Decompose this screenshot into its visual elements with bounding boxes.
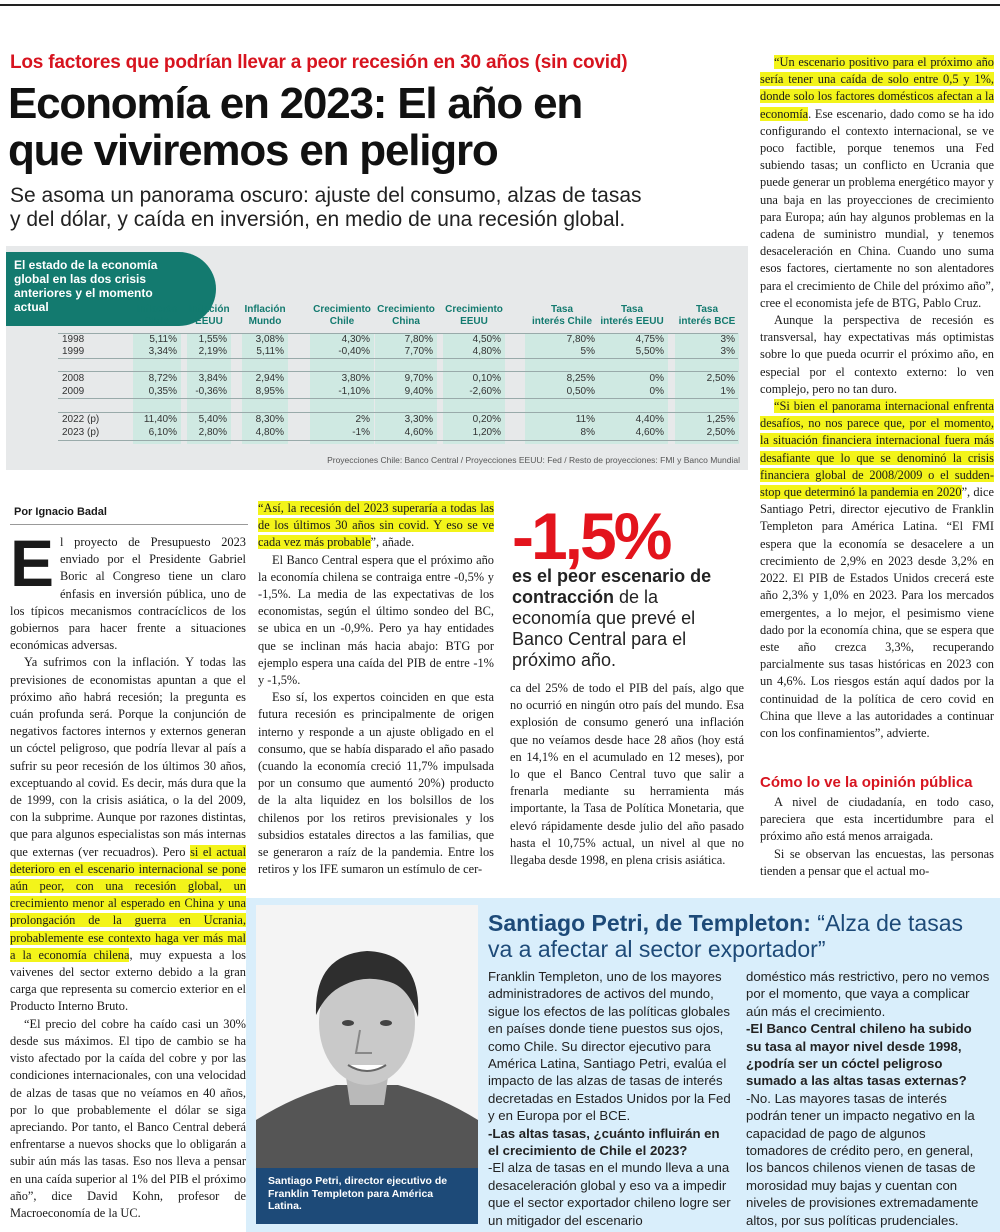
byline-rule — [10, 524, 248, 525]
table-cell: 2,50% — [706, 373, 735, 384]
table-row — [58, 427, 738, 439]
table-header-line: Mundo — [248, 316, 282, 327]
table-year: 2008 — [62, 373, 85, 384]
col3-paragraph-1: ca del 25% de todo el PIB del país, algo que no ocurrió en ningún otro país del mundo. Esa explosión de consumo generó una inflación que no veíamos desde hace 28 años (hoy está en 14,1% en el acumulado en 12 meses), por lo que el Banco Central tuvo que salir a frenarla mediante su herramienta más importante, la Tasa de Política Monetaria, que elevó rápidamente desde julio del año pasado hasta el 10,75% actual, un nivel al que no llegaba desde 1998, en plena crisis asiática. — [510, 681, 744, 868]
table-row — [58, 414, 738, 426]
interview-answer-1: -El alza de tasas en el mundo lleva a una desaceleración global y eso va a impedir que el sector exportador chileno logre ser un mitigador del escenario — [488, 1160, 731, 1228]
table-rule — [58, 398, 738, 399]
portrait-photo — [256, 905, 478, 1170]
column-2 — [258, 500, 494, 878]
col1-paragraph-3: “El precio del cobre ha caído casi un 30% desde sus máximos. El tipo de cambio se ha visto afectado por la caída del cobre y por las condiciones internacionales, con una velocidad de alzas de tasas que no veíamos en 40 años, por lo que probablemente el dólar se siga apreciando. Por tanto, el Banco Central deberá enfrentarse a nuevos shocks que lo obligarán a subir aún más las tasas. Eso nos lleva a pensar en una caída superior al 1% del PIB el próximo año”, dice David Kohn, profesor de Macroeconomía de la UC. — [10, 1016, 246, 1220]
col4-highlight-1: “Un escenario positivo para el próximo año sería tener una caída de solo entre 0,5 y 1%, donde solo los factores domésticos afectan a la economía — [760, 55, 994, 121]
col4-paragraph-2: Aunque la perspectiva de recesión es transversal, hay expectativas más optimistas sobre lo que pueda ocurrir el próximo año, en especial por el contexto externo: lo ven complejo, pero no tan duro. — [760, 313, 994, 396]
col4-p1b: . Ese escenario, dado como se ha ido configurando el contexto internacional, se ve poco factible, porque tenemos una Fed subiendo tasas; un conflicto en Ucrania que puede generar un problema energético mayor y una baja en las proyecciones de crecimiento para Europa; aún hay algunos problemas en la cadena de suministro mundial, y tenemos desaceleración en China. Cuando uno suma esos factores, ciertamente no son alentadores para el crecimiento de Chile del próximo año”, cree el economista jefe de BTG, Pablo Cruz. — [760, 106, 994, 310]
headline-line-1: Economía en 2023: El año en — [8, 79, 583, 128]
table-title: El estado de la economía global en las dos crisis anteriores y el momento actual — [14, 258, 158, 314]
table-cell: 4,80% — [472, 346, 501, 357]
table-cell: 7,70% — [404, 346, 433, 357]
table-cell: 8,25% — [566, 373, 595, 384]
col2-paragraph-3: Eso sí, los expertos coinciden en que esta futura recesión es principalmente de origen interno y responde a un ajuste obligado en el consumo, que se había disparado el año pasado (cuando la economía creció 11,7% impulsada por un consumo que aumentó 20%) producto de la alta liquidez en los bolsillos de los chilenos por los retiros previsionales y los subsidios estatales directos a las familias, que se generaron a raíz de la pandemia. Entre los retiros y los IFE sumaron un estímulo de cer- — [258, 690, 494, 877]
interview-title-rest: “Alza de tasas va a afectar al sector exportador” — [488, 910, 964, 962]
table-cell: 2% — [355, 414, 370, 425]
col1-highlight: si el actual deterioro en el escenario internacional se pone aún peor, con una recesión global, un crecimiento menor al esperado en China y una prolongación de la guerra en Ucrania, probablemente ese contexto haga ver más mal a la economía chilena — [10, 844, 247, 962]
table-header-line: EEUU — [460, 316, 488, 327]
col2-paragraph-2: El Banco Central espera que el próximo año la economía chilena se contraiga entre -0,5% y -1,5%. La media de las expectativas de los economistas, según el último sondeo del BC, se ubica en un -0,9%. Pero ya hay entidades que se inclinan más hacia abajo: BTG por ejemplo espera una caída del PIB de entre -1% y -1,5%. — [258, 552, 494, 688]
callout-rest: de la economía que prevé el Banco Central para el próximo año. — [512, 587, 696, 670]
table-cell: 3% — [720, 334, 735, 345]
col1-p2a: Ya sufrimos con la inflación. Y todas las previsiones de economistas apuntan a que el próximo año habrá recesión; la pregunta es cuán profunda será. Porque la conjunción de negativos factores internos y externos generan un cóctel peligroso, que podría llevar al país a sufrir su peor recesión de los últimos 30 años, exceptuando al covid. Es decir, más dura que la de 1999, con la crisis asiática, o la del 2009, con la subprime. Aunque por razones distintas, que para algunos especialistas son más internas que externas (ver recuadros). Pero — [10, 655, 246, 859]
col4-paragraph-4: A nivel de ciudadanía, en todo caso, pareciera que esta incertidumbre para el próximo año está menos arraigada. — [760, 795, 994, 844]
photo-caption: Santiago Petri, director ejecutivo de Franklin Templeton para América Latina. — [268, 1175, 448, 1212]
table-source: Proyecciones Chile: Banco Central / Proyecciones EEUU: Fed / Resto de proyecciones: FMI y Banco Mundial — [327, 455, 740, 465]
headline-line-2: que viviremos en peligro — [8, 126, 498, 175]
table-header-line: Inflación — [136, 304, 178, 315]
table-cell: 3,30% — [404, 414, 433, 425]
table-header-line: EEUU — [195, 316, 223, 327]
table-cell: 4,30% — [341, 334, 370, 345]
table-cell: 3,08% — [255, 334, 284, 345]
col4-paragraph-1 — [760, 54, 994, 312]
table-cell: 2,94% — [255, 373, 284, 384]
table-row — [58, 386, 738, 398]
table-header-line: interés BCE — [678, 316, 736, 327]
table-cell: 9,40% — [404, 386, 433, 397]
table-cell: 0% — [649, 373, 664, 384]
table-year: 2023 (p) — [62, 427, 100, 438]
table-cell: 2,19% — [198, 346, 227, 357]
table-cell: 2,80% — [198, 427, 227, 438]
table-cell: 3% — [720, 346, 735, 357]
table-cell: 8,72% — [148, 373, 177, 384]
table-cell: 9,70% — [404, 373, 433, 384]
table-header-line: Crecimiento — [313, 304, 371, 315]
interview-col-2 — [746, 968, 990, 1229]
table-header-line: Tasa — [695, 304, 719, 315]
kicker: Los factores que podrían llevar a peor recesión en 30 años (sin covid) — [10, 52, 628, 73]
col1-p1-text: l proyecto de Presupuesto 2023 enviado por el Presidente Gabriel Boric al Congreso tiene un claro énfasis en inversión pública, uno de los típicos mecanismos contracíclicos de los gobiernos para hacer frente a situaciones económicas adversas. — [10, 535, 246, 653]
interview-title-bold: Santiago Petri, de Templeton: — [488, 910, 811, 936]
table-cell: 5,11% — [256, 346, 284, 357]
table-year: 2009 — [62, 386, 85, 397]
table-cell: 6,10% — [148, 427, 177, 438]
standfirst — [10, 184, 750, 232]
table-header-line: interés Chile — [531, 316, 593, 327]
table-cell: 2,50% — [706, 427, 735, 438]
top-rule — [0, 4, 1000, 6]
table-cell: 4,40% — [635, 414, 664, 425]
col2-p1b: ”, añade. — [370, 535, 415, 550]
interview-col-1 — [488, 968, 732, 1229]
subhead-opinion: Cómo lo ve la opinión pública — [760, 774, 973, 791]
table-cell: 5,50% — [635, 346, 664, 357]
table-header-line: Tasa — [620, 304, 644, 315]
column-4 — [760, 54, 994, 742]
table-cell: 0,50% — [566, 386, 595, 397]
table-cell: 5,11% — [149, 334, 177, 345]
col4-paragraph-5: Si se observan las encuestas, las personas tienden a pensar que el actual mo- — [760, 846, 994, 878]
table-cell: 11,40% — [143, 414, 177, 425]
col4-p3b: ”, dice Santiago Petri, director ejecutivo de Franklin Templeton para América Latina. “El FMI espera que la economía se desacelere a un crecimiento de 2,9% en 2023 desde 3,2% en 2022. El PIB de Estados Unidos crecerá este año 2,3% y 1,0% en 2023. Para los mercados emergentes, a lo mejor, el pesimismo viene dado por la economía china, que se espera que este año crezca 3,3%, recuperando parcialmente sus tasas históricas en 2023 con un 4,6%. Los riesgos están aquí dados por la continuidad de la política de cero covid en China que lleve a las autoridades a continuar con los confinamientos”, advierte. — [760, 485, 994, 740]
table-rule — [58, 358, 738, 359]
table-year: 1999 — [62, 346, 85, 357]
table-row — [58, 334, 738, 346]
table-header-line: Crecimiento — [445, 304, 503, 315]
table-cell: 11% — [575, 414, 595, 425]
col2-highlight: “Así, la recesión del 2023 superaría a todas las de los últimos 30 años sin covid. Y eso se ve cada vez más probable — [258, 501, 494, 550]
table-cell: -1% — [352, 427, 370, 438]
table-header-line: Inflación — [188, 304, 230, 315]
table-cell: 0,10% — [472, 373, 501, 384]
table-cell: 8,95% — [255, 386, 284, 397]
portrait-illustration — [256, 905, 478, 1170]
headline — [8, 80, 748, 174]
table-cell: 0,20% — [472, 414, 501, 425]
table-cell: -0,36% — [195, 386, 227, 397]
table-cell: 1% — [720, 386, 735, 397]
table-year: 1998 — [62, 334, 85, 345]
table-cell: 4,75% — [635, 334, 664, 345]
table-cell: 0,35% — [148, 386, 177, 397]
interview-question-1: -Las altas tasas, ¿cuánto influirán en el crecimiento de Chile el 2023? — [488, 1125, 720, 1159]
table-cell: -2,60% — [469, 386, 501, 397]
table-header-line: interés EEUU — [600, 316, 664, 327]
table-header-line: Crecimiento — [377, 304, 435, 315]
table-cell: 7,80% — [566, 334, 595, 345]
column-3 — [510, 680, 744, 869]
table-header-line: Chile — [329, 316, 355, 327]
table-cell: 0% — [649, 386, 664, 397]
callout-text — [512, 566, 742, 671]
table-cell: 1,55% — [198, 334, 227, 345]
standfirst-line-2: y del dólar, y caída en inversión, en medio de una recesión global. — [10, 208, 626, 231]
table-cell: 8% — [580, 427, 595, 438]
table-year: 2022 (p) — [62, 414, 100, 425]
column-1 — [10, 526, 247, 1222]
column-4-bottom — [760, 794, 994, 880]
table-cell: 3,34% — [148, 346, 177, 357]
table-header-line: China — [392, 316, 420, 327]
table-cell: 4,60% — [404, 427, 433, 438]
table-cell: 7,80% — [404, 334, 433, 345]
table-cell: 1,20% — [472, 427, 501, 438]
interview-intro: Franklin Templeton, uno de los mayores administradores de activos del mundo, sigue los efectos de las políticas globales en países donde tiene puestos sus ojos, como Chile. Su director ejecutivo para América Latina, Santiago Petri, evalúa el impacto de las alzas de tasas de interés decretadas en Estados Unidos por la Fed y en Europa por el BCE. — [488, 969, 731, 1124]
table-header — [662, 304, 752, 328]
col4-highlight-2: “Si bien el panorama internacional enfrenta desafíos, no nos parece que, por el momento, la situación financiera internacional fuera más desafiante que lo que se denominó la crisis financiera global de 2008/2009 o el sudden-stop que determinó la pandemia en 2020 — [760, 399, 994, 500]
table-cell: 4,50% — [472, 334, 501, 345]
table-header-line: Chile — [144, 316, 170, 327]
table-cell: -1,10% — [338, 386, 370, 397]
table-rule — [58, 371, 738, 372]
table-cell: 3,84% — [198, 373, 227, 384]
table-cell: 4,80% — [255, 427, 284, 438]
col1-paragraph-1 — [10, 526, 246, 654]
interview-question-2: -El Banco Central chileno ha subido su tasa al mayor nivel desde 1998, ¿podría ser un cóctel peligroso sumado a las altas tasas externas? — [746, 1021, 972, 1089]
standfirst-line-1: Se asoma un panorama oscuro: ajuste del consumo, alzas de tasas — [10, 184, 642, 207]
col2-paragraph-1 — [258, 500, 494, 552]
table-row — [58, 346, 738, 358]
interview-answer-1-cont: doméstico más restrictivo, pero no vemos por el momento, que vaya a complicar aún más el crecimiento. — [746, 969, 990, 1019]
table-header-line: Tasa — [550, 304, 574, 315]
table-header — [429, 304, 519, 328]
table-cell: 1,25% — [706, 414, 735, 425]
table-cell: 3,80% — [341, 373, 370, 384]
table-cell: 5% — [580, 346, 595, 357]
table-cell: 8,30% — [255, 414, 284, 425]
col1-p2b: , muy expuesta a los vaivenes del sector externo debido a la gran carga que representa su comercio exterior en el Producto Interno Bruto. — [10, 947, 246, 1014]
table-header-line: Inflación — [244, 304, 286, 315]
table-rule — [58, 440, 738, 441]
interview-answer-2: -No. Las mayores tasas de interés podrán tener un impacto negativo en la capacidad de pago de algunos tomadores de crédito pero, en general, los bancos chilenos vienen de tasas de morosidad muy bajas y cuentan con niveles de provisiones extremadamente altos, por sus políticas prudenciales. — [746, 1090, 979, 1228]
col4-paragraph-3 — [760, 398, 994, 742]
col1-paragraph-2 — [10, 654, 246, 1015]
table-cell: -0,40% — [338, 346, 370, 357]
callout-bold: es el peor escenario de contracción — [512, 566, 712, 607]
drop-cap: E — [10, 526, 55, 600]
table-cell: 4,60% — [635, 427, 664, 438]
interview-title — [488, 910, 993, 962]
callout-figure: -1,5% — [512, 499, 670, 573]
table-row — [58, 373, 738, 385]
table-cell: 5,40% — [198, 414, 227, 425]
byline: Por Ignacio Badal — [14, 506, 107, 518]
table-rule — [58, 412, 738, 413]
